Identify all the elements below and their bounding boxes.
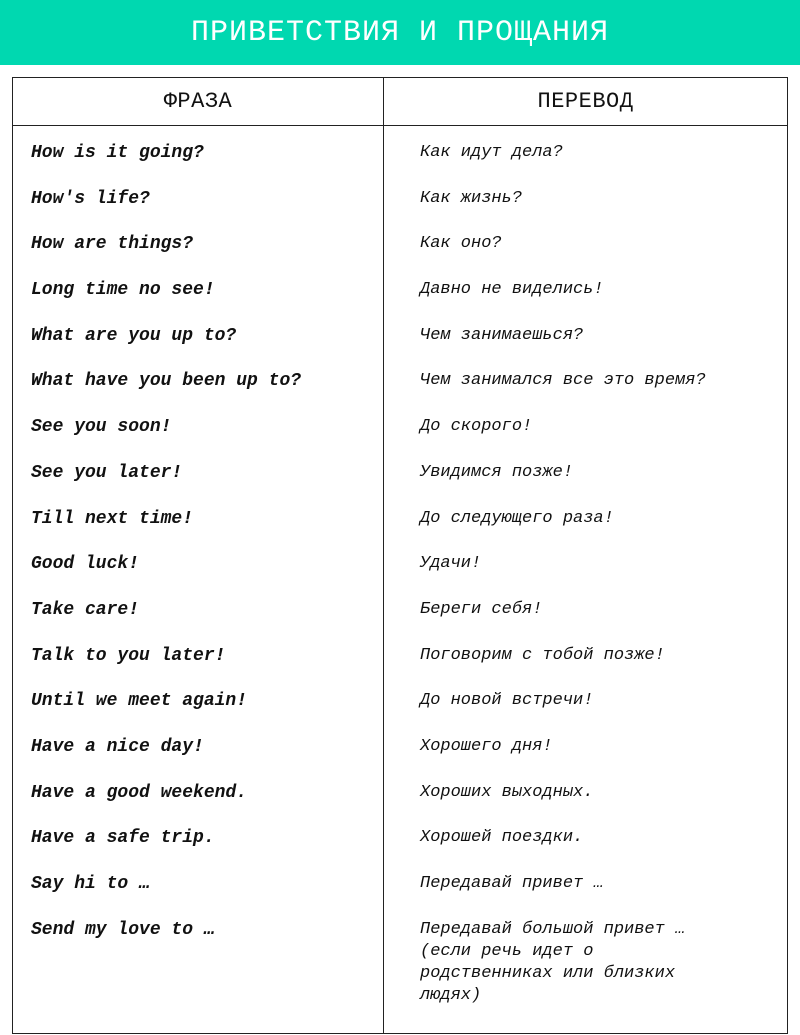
phrase-cell: Send my love to …: [31, 919, 215, 940]
phrase-cell: Good luck!: [31, 554, 140, 575]
phrase-cell: Long time no see!: [31, 280, 215, 301]
table-row: [13, 446, 787, 492]
translation-cell: До следующего раза!: [420, 508, 614, 528]
table-row: [13, 126, 787, 172]
translation-cell: Как оно?: [420, 234, 502, 254]
phrase-cell: Take care!: [31, 599, 140, 620]
translation-cell: Передавай привет …: [420, 874, 604, 893]
phrase-table: [12, 77, 788, 1034]
phrase-cell: Until we meet again!: [31, 691, 248, 712]
phrase-cell: How are things?: [31, 234, 194, 255]
table-row: [13, 583, 787, 629]
phrase-cell: Till next time!: [31, 508, 194, 529]
translation-cell: Чем занимался все это время?: [420, 371, 706, 391]
translation-cell: Хорошего дня!: [420, 736, 553, 756]
table-row: [13, 629, 787, 675]
translation-cell: Поговорим с тобой позже!: [420, 645, 665, 665]
table-row: [13, 720, 787, 766]
header-translation: ПЕРЕВОД: [537, 89, 634, 114]
translation-cell: До скорого!: [420, 417, 533, 437]
table-row: [13, 263, 787, 309]
translation-cell: Увидимся позже!: [420, 462, 574, 482]
table-row: [13, 674, 787, 720]
phrase-cell: Have a safe trip.: [31, 828, 215, 849]
translation-cell: Передавай большой привет … (если речь идет о родственниках или близких людях): [420, 919, 686, 1005]
phrase-cell: What are you up to?: [31, 325, 237, 346]
table-row: [13, 903, 787, 1005]
translation-cell: Хороших выходных.: [420, 782, 594, 802]
header-phrase: ФРАЗА: [163, 89, 233, 114]
phrase-cell: What have you been up to?: [31, 371, 302, 392]
table-row: [13, 172, 787, 218]
translation-cell: Удачи!: [420, 554, 482, 574]
translation-cell: Чем занимаешься?: [420, 325, 584, 345]
table-row: [13, 857, 787, 903]
phrase-cell: Have a good weekend.: [31, 782, 248, 803]
phrase-cell: See you later!: [31, 462, 183, 483]
table-row: [13, 400, 787, 446]
translation-cell: Как идут дела?: [420, 143, 563, 162]
translation-cell: Давно не виделись!: [420, 280, 604, 300]
table-row: [13, 811, 787, 857]
title-banner: [0, 0, 800, 65]
translation-cell: Хорошей поездки.: [420, 828, 584, 848]
table-row: [13, 354, 787, 400]
phrase-cell: How is it going?: [31, 143, 204, 163]
phrase-cell: Say hi to …: [31, 874, 150, 894]
translation-cell: До новой встречи!: [420, 691, 594, 711]
phrase-cell: Talk to you later!: [31, 645, 226, 666]
table-row: [13, 309, 787, 355]
translation-cell: Как жизнь?: [420, 188, 523, 208]
page-title: ПРИВЕТСТВИЯ И ПРОЩАНИЯ: [190, 15, 610, 50]
phrase-cell: How's life?: [31, 188, 150, 209]
table-row: [13, 537, 787, 583]
table-row: [13, 217, 787, 263]
translation-cell: Береги себя!: [420, 599, 543, 619]
table-body: [13, 126, 787, 1005]
phrase-cell: See you soon!: [31, 417, 172, 438]
table-row: [13, 766, 787, 812]
table-row: [13, 492, 787, 538]
phrase-cell: Have a nice day!: [31, 736, 204, 757]
table-header: [13, 78, 787, 126]
